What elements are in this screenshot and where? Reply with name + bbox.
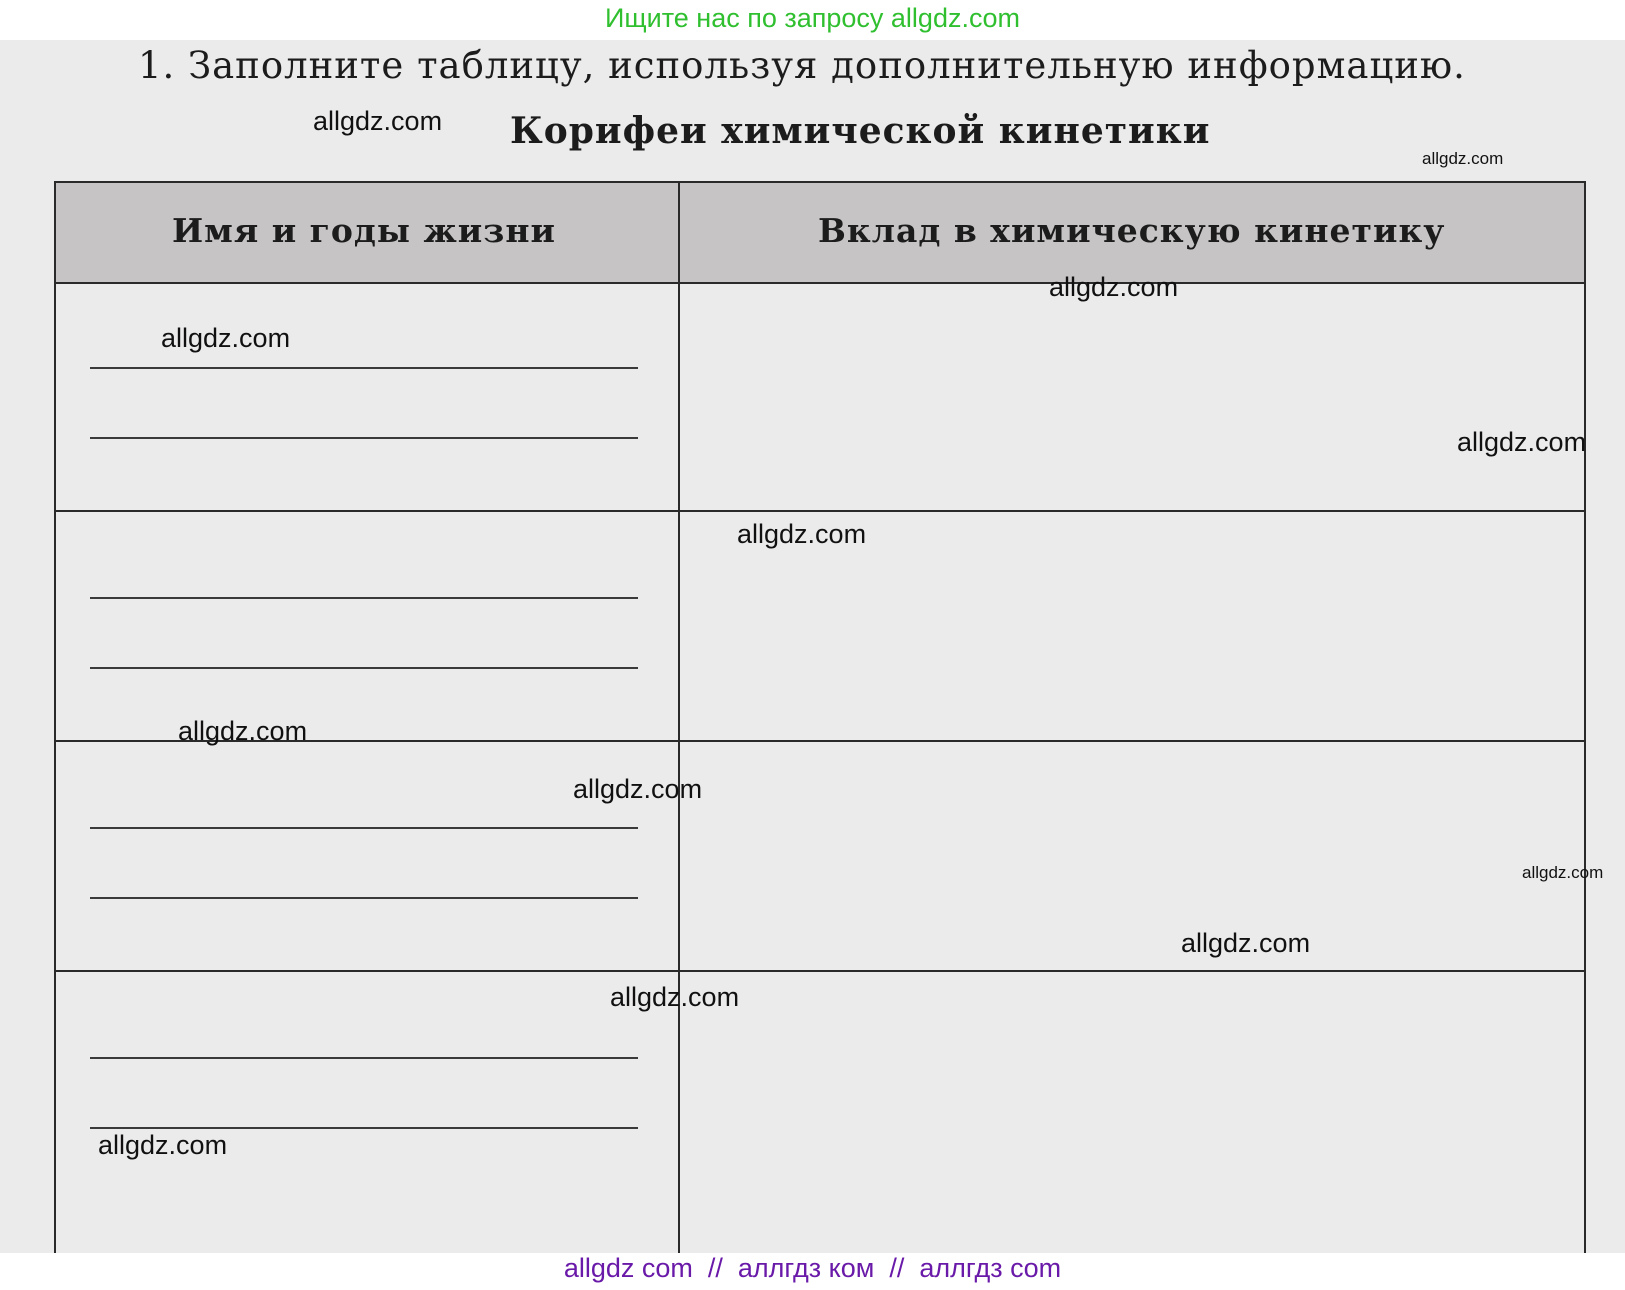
watermark: allgdz.com <box>98 1130 228 1160</box>
contribution-answer-cell[interactable] <box>680 742 1584 970</box>
watermark: allgdz.com <box>610 982 740 1012</box>
name-answer-line[interactable] <box>90 437 638 439</box>
watermark: allgdz.com <box>1422 149 1504 168</box>
name-answer-line[interactable] <box>90 597 638 599</box>
name-answer-line[interactable] <box>90 897 638 899</box>
watermark: allgdz.com <box>161 323 291 353</box>
textbook-page <box>0 40 1625 1253</box>
watermark: allgdz.com <box>1522 863 1604 882</box>
name-answer-line[interactable] <box>90 1127 638 1129</box>
top-banner-text[interactable]: Ищите нас по запросу allgdz.com <box>605 3 1020 33</box>
watermark: allgdz.com <box>573 774 703 804</box>
watermark: allgdz.com <box>1457 427 1587 457</box>
name-answer-line[interactable] <box>90 1057 638 1059</box>
contribution-answer-cell[interactable] <box>680 284 1587 510</box>
table-header <box>56 183 1584 284</box>
name-answer-line[interactable] <box>90 827 638 829</box>
watermark: allgdz.com <box>737 519 867 549</box>
contribution-answer-cell[interactable] <box>680 972 1584 1253</box>
bottom-banner-text[interactable]: allgdz com // аллгдз ком // аллгдз com <box>563 1253 1062 1283</box>
watermark: allgdz.com <box>1049 272 1179 302</box>
watermark: allgdz.com <box>313 106 443 136</box>
name-answer-line[interactable] <box>90 367 638 369</box>
column-header-contribution: Вклад в химическую кинетику <box>818 211 1446 250</box>
column-header-name: Имя и годы жизни <box>172 211 556 250</box>
bottom-banner[interactable] <box>0 1253 1625 1290</box>
name-answer-line[interactable] <box>90 667 638 669</box>
watermark: allgdz.com <box>1181 928 1311 958</box>
task-instruction: 1. Заполните таблицу, используя дополнительную информацию. <box>138 44 1466 87</box>
watermark: allgdz.com <box>178 716 308 746</box>
table-caption: Корифеи химической кинетики <box>510 110 1211 152</box>
top-banner[interactable] <box>0 0 1625 40</box>
